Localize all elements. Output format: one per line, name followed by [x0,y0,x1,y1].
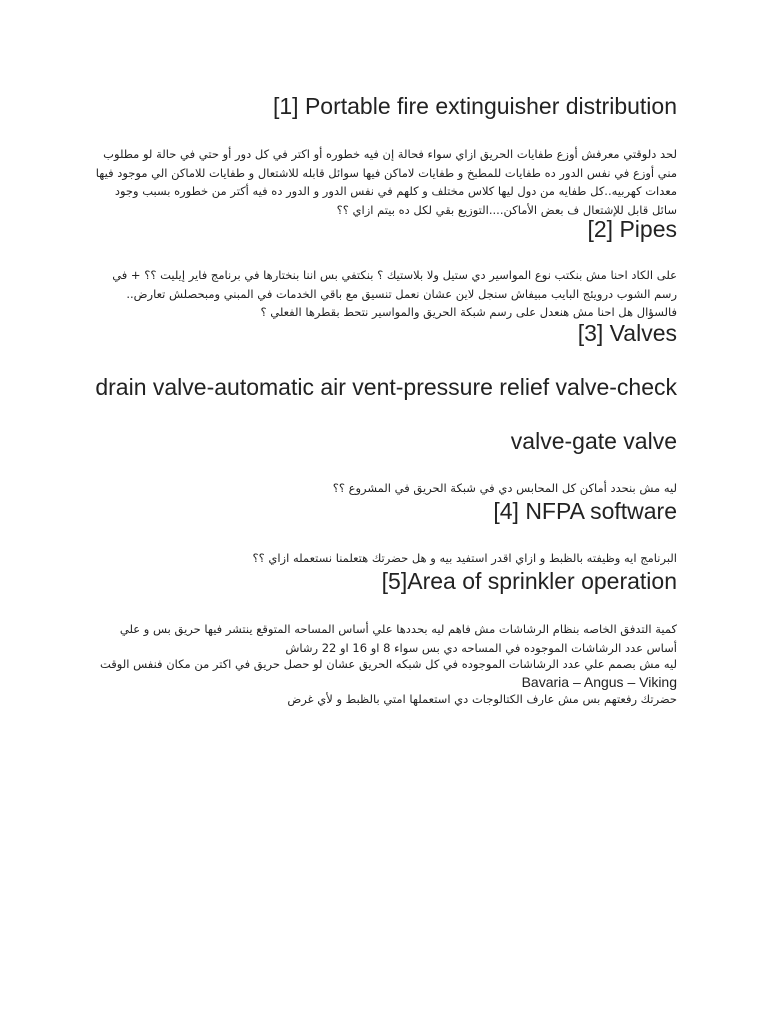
valves-list-line-2: valve-gate valve [510,428,677,454]
paragraph-catalogs: حضرتك رفعتهم بس مش عارف الكتالوجات دي استعملها امتي بالظبط و لأي غرض [287,692,677,706]
heading-area-of-sprinkler-operation: [5]Area of sprinkler operation [381,568,677,594]
paragraph-pipes: على الكاد احنا مش بنكتب نوع المواسير دي ستيل ولا بلاستيك ؟ بنكتفي بس اننا بنختارها في برنامج فاير إيليت ؟؟ + في رسم الشوب درويئج البايب مبيفاش سنجل لاين عشان نعمل تنسيق مع باقي الخدمات في المبني ومبحصلش تعارض.. فالسؤال هل احنا مش هنعدل على رسم شبكة الحريق والمواسير نتحط بقطرها الفعلي ؟ [112,268,677,319]
paragraph-valves: ليه مش بنحدد أماكن كل المحابس دي في شبكة الحريق في المشروع ؟؟ [332,481,677,495]
heading-nfpa-software: [4] NFPA software [493,498,677,524]
sprinkler-brands: Bavaria – Angus – Viking [521,674,677,690]
paragraph-nfpa-software: البرنامج ايه وظيفته بالظبط و ازاي اقدر استفيد بيه و هل حضرتك هتعلمنا نستعمله ازاي ؟؟ [252,551,677,565]
heading-valves: [3] Valves [577,320,677,346]
heading-portable-fire-extinguisher: [1] Portable fire extinguisher distribution [273,93,677,119]
heading-pipes: [2] Pipes [587,216,677,242]
paragraph-extinguisher-distribution: لحد دلوقتي معرفش أوزع طفايات الحريق ازاي سواء فحالة إن فيه خطوره أو اكتر في كل دور أو حتي في حالة لو مطلوب مني أوزع في نفس الدور ده طفايات للمطبخ و طفايات لاماكن فيها سوائل قابله للاشتعال و طفايات للاماكن الي موجود فيها معدات كهربيه..كل طفايه من دول ليها كلاس مختلف و كلهم في نفس الدور و الدور ده فيه أكتر من خطوره بسبب وجود سائل قابل للإشتعال ف بعض الأماكن....التوزيع بقي لكل ده بيتم ازاي ؟؟ [95,147,677,217]
valves-list-line-1: drain valve-automatic air vent-pressure relief valve-check [95,374,677,400]
paragraph-sprinkler-flow: كمية التدفق الخاصه بنظام الرشاشات مش فاهم ليه بحددها علي أساس المساحه المتوقع ينتشر فيها حريق بس و علي أساس عدد الرشاشات الموجوده في المساحه دي بس سواء 8 او 16 او 22 رشاش [119,622,677,655]
paragraph-sprinkler-network: ليه مش بصمم علي عدد الرشاشات الموجوده في كل شبكه الحريق عشان لو حصل حريق في اكتر من مكان فنفس الوقت [100,657,677,671]
